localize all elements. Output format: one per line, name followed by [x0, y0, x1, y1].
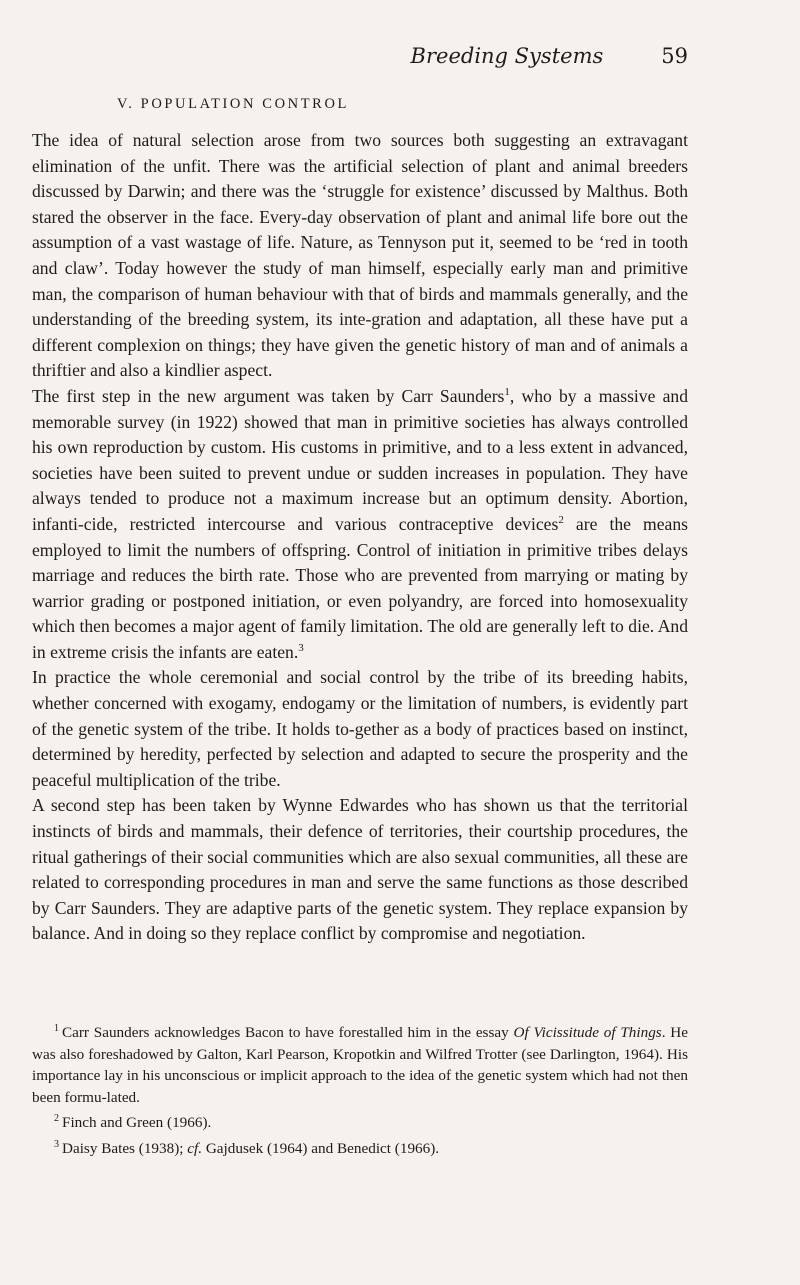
footnote-3-text-a: Daisy Bates (1938); — [62, 1139, 188, 1157]
footnote-ref-1[interactable]: 1 — [504, 386, 510, 399]
footnote-1-title: Of Vicissitude of Things — [513, 1024, 662, 1042]
paragraph-2-part-b: , who by a massive and memorable survey (in 1922) showed that man in primitive societies has always controlled his own reproduction by custom. His customs in primitive, and to a less extent in advanced, societies have been suited to prevent undue or sudden increases in population. They have always tended to produce not a maximum increase but an optimum density. Abortion, infanti-cide, restricted intercourse and various contraceptive devices — [32, 385, 688, 534]
footnote-1-text-a: Carr Saunders acknowledges Bacon to have forestalled him in the essay — [62, 1024, 514, 1042]
paragraph-2 — [32, 384, 688, 666]
footnotes — [32, 1018, 688, 1159]
footnote-2-mark: 2 — [54, 1113, 59, 1125]
footnote-1-text-b: . He was also foreshadowed by Galton, Karl Pearson, Kropotkin and Wilfred Trotter (see Darlington, 1964). His importance lay in his unconscious or implicit approach to the idea of the genetic system which had not then been formu-lated. — [32, 1024, 688, 1106]
page-number: 59 — [661, 44, 688, 68]
section-heading: V. POPULATION CONTROL — [117, 96, 349, 112]
footnote-1 — [32, 1018, 688, 1108]
footnote-3-text-b: Gajdusek (1964) and Benedict (1966). — [202, 1139, 440, 1157]
footnote-2-text: Finch and Green (1966). — [62, 1114, 212, 1132]
paragraph-3: In practice the whole ceremonial and social control by the tribe of its breeding habits, whether concerned with exogamy, endogamy or the limitation of numbers, is evidently part of the genetic system of the tribe. It holds to-gether as a body of practices based on instinct, determined by heredity, perfected by selection and adapted to secure the prosperity and the peaceful multiplication of the tribe. — [32, 667, 688, 790]
paragraph-4: A second step has been taken by Wynne Edwardes who has shown us that the territorial instincts of birds and mammals, their defence of territories, their courtship procedures, the ritual gatherings of their social communities which are also sexual communities, all these are related to corresponding procedures in man and serve the same functions as those described by Carr Saunders. They are adaptive parts of the genetic system. They replace expansion by balance. And in doing so they replace conflict by compromise and negotiation. — [32, 795, 688, 944]
footnote-3-cf: cf. — [187, 1139, 203, 1157]
footnote-3 — [32, 1134, 688, 1160]
footnote-3-mark: 3 — [54, 1138, 59, 1150]
paragraph-2-part-c: are the means employed to limit the numbers of offspring. Control of initiation in primitive tribes delays marriage and reduces the birth rate. Those who are prevented from marrying or mating by warrior grading or postponed initiation, or even polyandry, are forced into homosexuality which then becomes a major agent of family limitation. The old are generally left to die. And in extreme crisis the infants are eaten. — [32, 513, 688, 662]
paragraph-2-part-a: The first step in the new argument was taken by Carr Saunders — [32, 385, 505, 406]
paragraph-1: The idea of natural selection arose from two sources both suggesting an extravagant elimination of the unfit. There was the artificial selection of plant and animal breeders discussed by Darwin; and there was the ‘struggle for existence’ discussed by Malthus. Both stared the observer in the face. Every-day observation of plant and animal life bore out the assumption of a vast wastage of life. Nature, as Tennyson put it, seemed to be ‘red in tooth and claw’. Today however the study of man himself, especially early man and primitive man, the comparison of human behaviour with that of birds and mammals generally, and the understanding of the breeding system, its inte-gration and adaptation, all these have put a different complexion on things; they have given the genetic history of man and of animals a thriftier and also a kindlier aspect. — [32, 130, 688, 381]
body-text — [32, 128, 688, 947]
footnote-ref-3[interactable]: 3 — [298, 642, 304, 655]
footnote-1-mark: 1 — [54, 1023, 59, 1034]
footnote-2 — [32, 1108, 688, 1134]
running-title: Breeding Systems — [410, 44, 604, 68]
footnote-ref-2[interactable]: 2 — [558, 514, 564, 527]
running-head — [32, 44, 688, 68]
